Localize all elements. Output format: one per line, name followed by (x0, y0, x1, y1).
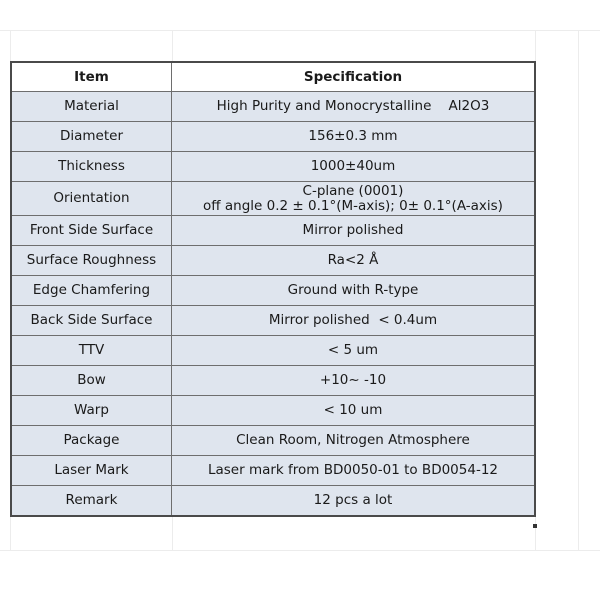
specification-line: Mirror polished (302, 222, 404, 238)
row-specification (171, 92, 535, 122)
table-row (11, 486, 535, 517)
row-specification (171, 426, 535, 456)
table-row (11, 426, 535, 456)
row-item-label: TTV (11, 336, 171, 366)
row-item-label: Thickness (11, 152, 171, 182)
row-item-label: Laser Mark (11, 456, 171, 486)
specification-line: Mirror polished < 0.4um (268, 312, 438, 328)
row-specification (171, 122, 535, 152)
row-item-label: Orientation (11, 182, 171, 216)
table-row (11, 182, 535, 216)
specification-line: C-plane (0001) (302, 182, 404, 199)
row-specification (171, 182, 535, 216)
header-item: Item (11, 62, 171, 92)
row-item-label: Bow (11, 366, 171, 396)
row-specification (171, 486, 535, 517)
specification-table (10, 61, 536, 517)
specification-line: Clean Room, Nitrogen Atmosphere (236, 432, 470, 448)
table-row (11, 456, 535, 486)
row-specification (171, 396, 535, 426)
specification-line: off angle 0.2 ± 0.1°(M-axis); 0± 0.1°(A-axis) (203, 197, 503, 214)
row-item-label: Edge Chamfering (11, 276, 171, 306)
row-specification (171, 276, 535, 306)
table-row (11, 246, 535, 276)
row-specification (171, 216, 535, 246)
row-item-label: Warp (11, 396, 171, 426)
selection-fill-handle[interactable] (533, 524, 537, 528)
row-item-label: Material (11, 92, 171, 122)
row-specification (171, 456, 535, 486)
specification-line: +10~ -10 (319, 372, 387, 388)
specification-line: 1000±40um (310, 158, 396, 174)
table-row (11, 92, 535, 122)
row-specification (171, 246, 535, 276)
specification-line: < 10 um (323, 402, 383, 418)
row-item-label: Surface Roughness (11, 246, 171, 276)
row-item-label: Package (11, 426, 171, 456)
specification-line: 12 pcs a lot (313, 492, 393, 508)
table-header-row (11, 62, 535, 92)
row-item-label: Diameter (11, 122, 171, 152)
row-item-label: Back Side Surface (11, 306, 171, 336)
specification-line: Laser mark from BD0050-01 to BD0054-12 (207, 462, 498, 478)
specification-line: < 5 um (327, 342, 379, 358)
row-specification (171, 306, 535, 336)
specification-line: High Purity and Monocrystalline Al2O3 (216, 98, 490, 114)
table-row (11, 216, 535, 246)
specification-line: Ground with R-type (287, 282, 419, 298)
row-specification (171, 152, 535, 182)
row-item-label: Front Side Surface (11, 216, 171, 246)
table-row (11, 122, 535, 152)
table-row (11, 306, 535, 336)
table-row (11, 276, 535, 306)
table-row (11, 366, 535, 396)
table-row (11, 396, 535, 426)
row-specification (171, 336, 535, 366)
table-body (11, 92, 535, 517)
row-specification (171, 366, 535, 396)
row-item-label: Remark (11, 486, 171, 517)
specification-line: Ra<2 Å (327, 252, 379, 268)
specification-line: 156±0.3 mm (308, 128, 398, 144)
table-row (11, 152, 535, 182)
header-specification: Specification (171, 62, 535, 92)
table-row (11, 336, 535, 366)
